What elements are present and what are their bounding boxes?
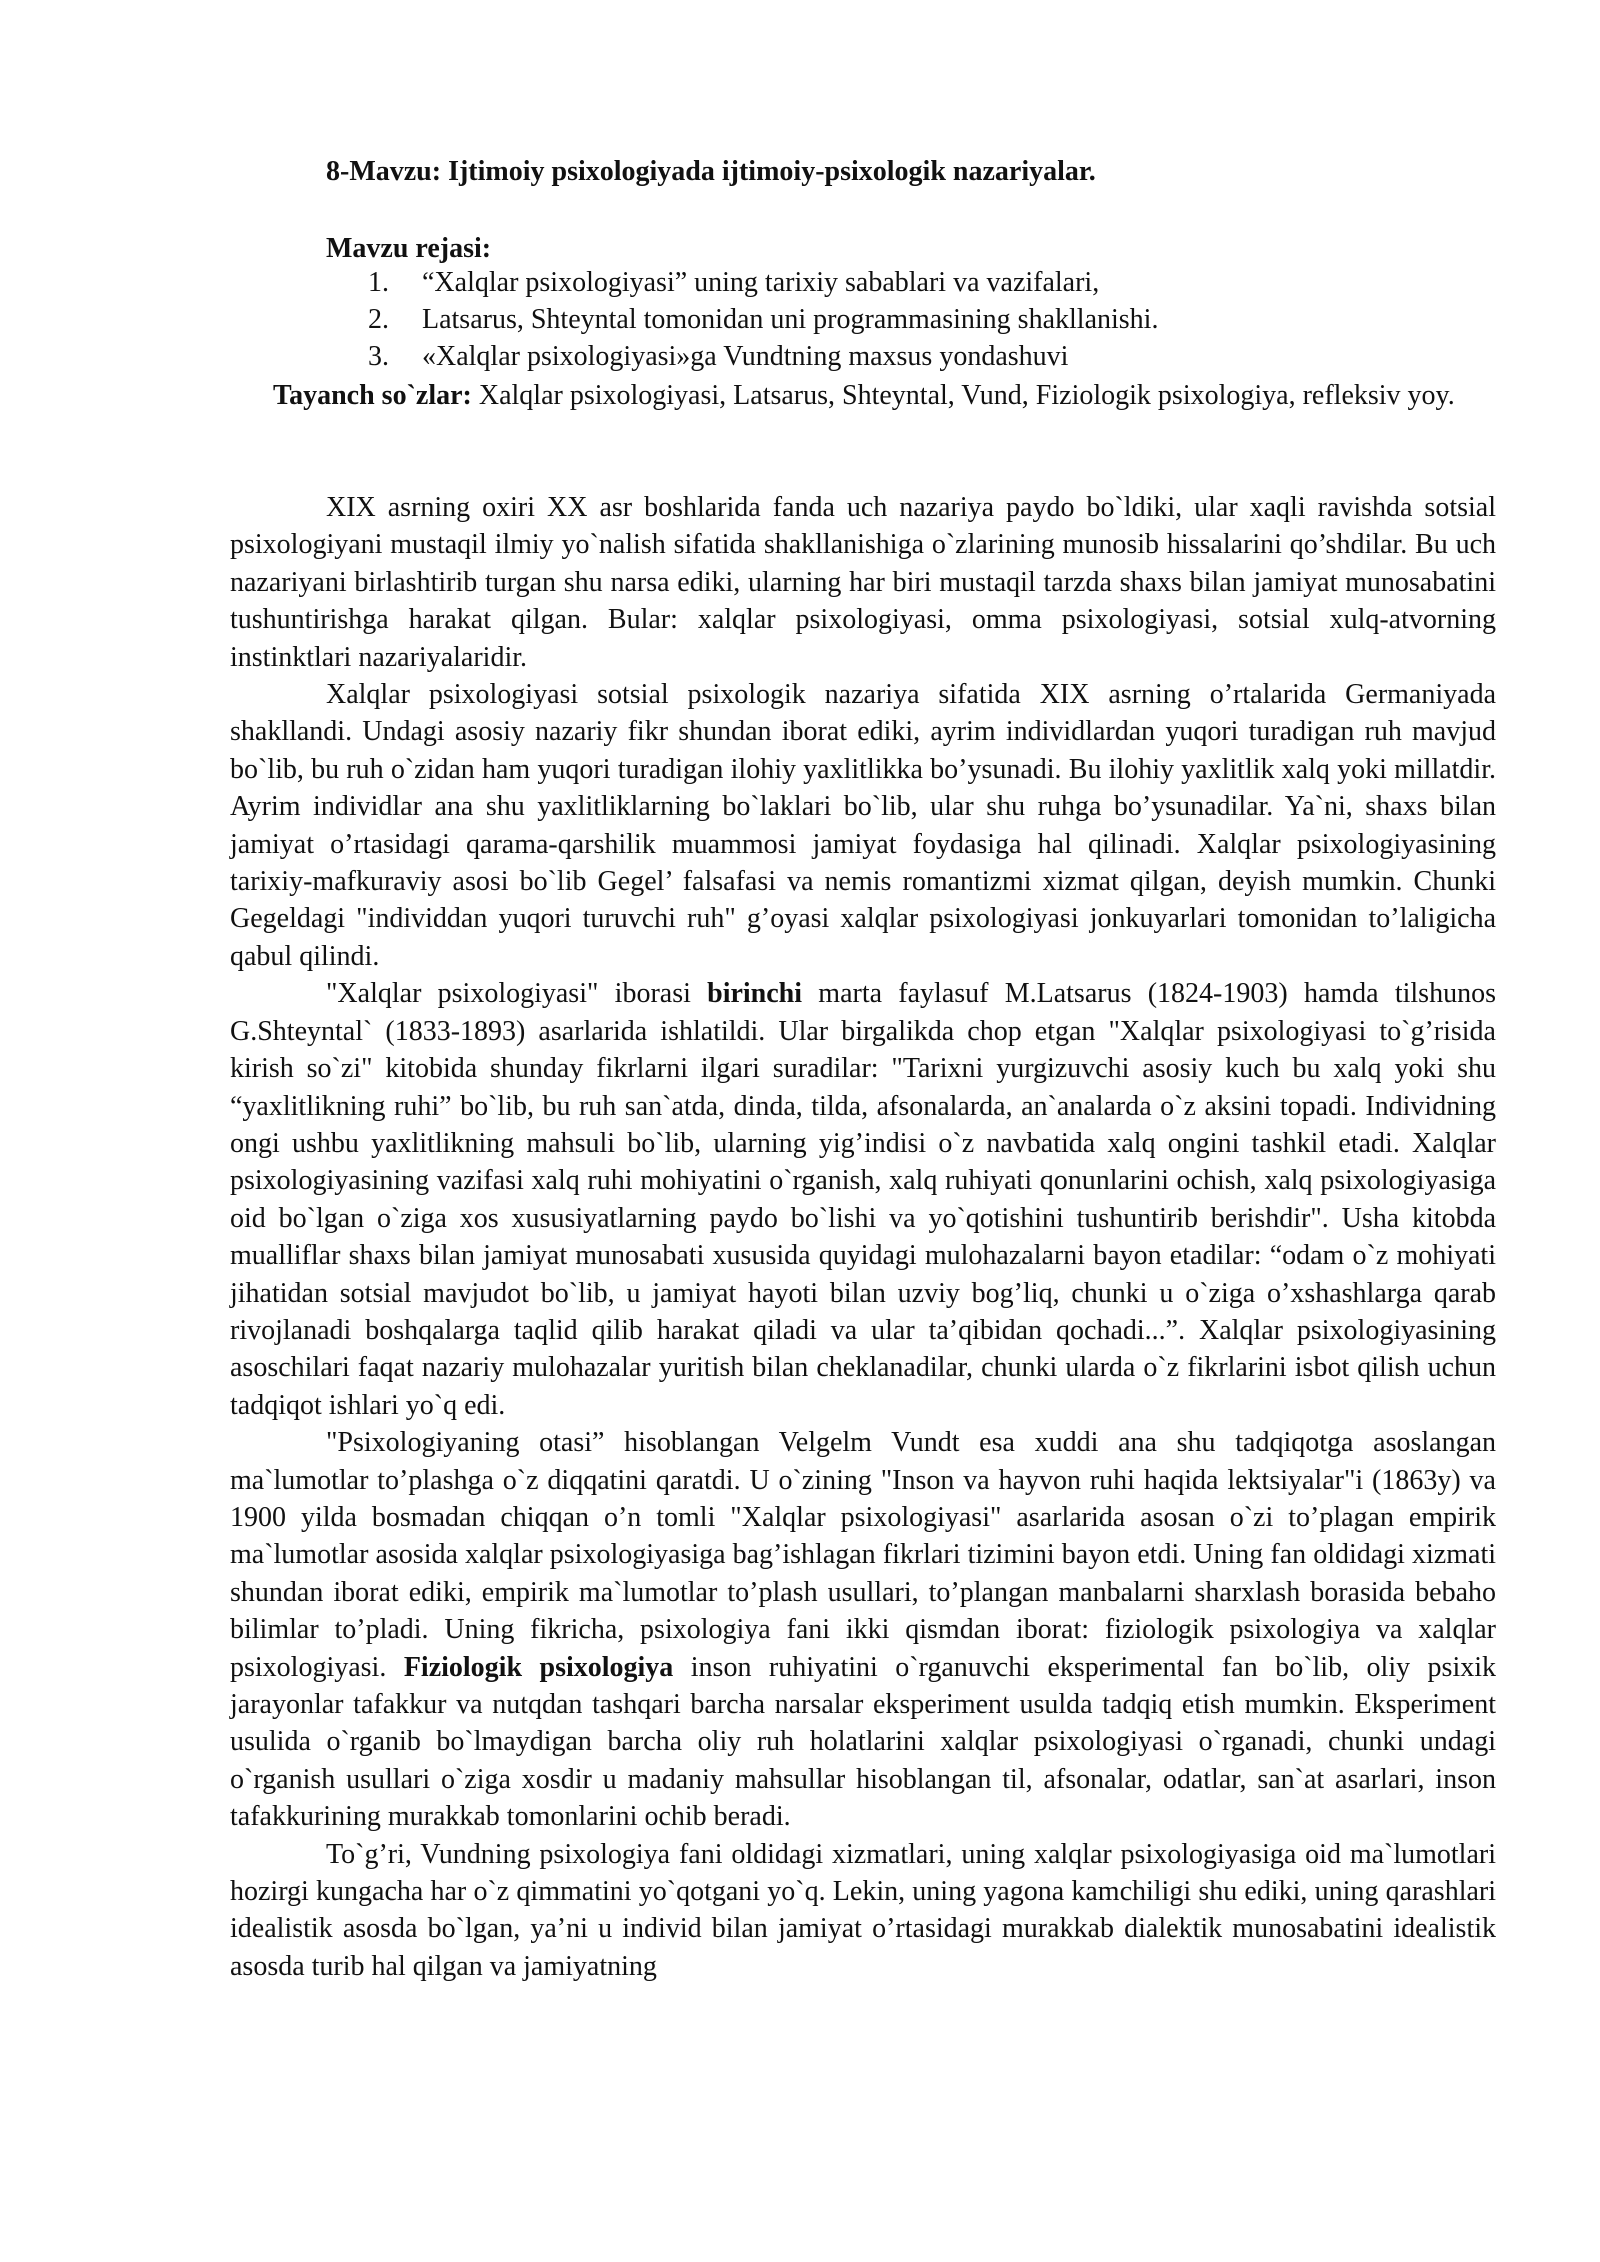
body-text [230,489,1496,1985]
list-item [326,264,1158,301]
plan-heading: Mavzu rejasi: [326,233,492,264]
paragraph-text: "Psixologiyaning otasi” hisoblangan Velgelm Vundt esa xuddi ana shu tadqiqotga asoslangan ma`lumotlar to’plashga o`z diqqatini qaratdi. U o`zining "Inson va hayvon ruhi haqida lektsiyalar"i (1863y) va 1900 yilda bosmadan chiqqan o’n tomli "Xalqlar psixologiyasi" asarlarida asosan o`zi to’plagan empirik ma`lumotlar asosida xalqlar psixologiyasiga bag’ishlagan fikrlari tizimini bayon etdi. Uning fan oldidagi xizmati shundan iborat ediki, empirik ma`lumotlar to’plash usullari, to’plangan manbalarni sharxlash borasida bebaho bilimlar to’pladi. Uning fikricha, psixologiya fani ikki qismdan iborat: fiziologik psixologiya va xalqlar psixologiyasi. [230,1427,1496,1683]
list-item-text: “Xalqlar psixologiyasi” uning tarixiy sabablari va vazifalari, [422,267,1100,298]
list-item-text: «Xalqlar psixologiyasi»ga Vundtning maxsus yondashuvi [422,341,1069,372]
paragraph-text: inson ruhiyatini o`rganuvchi eksperimental fan bo`lib, oliy psixik jarayonlar tafakkur va nutqdan tashqari barcha narsalar eksperiment usulda tadqiq etish mumkin. Eksperiment usulida o`rganib bo`lmaydigan barcha oliy ruh holatlarini xalqlar psixologiyasi o`rganadi, chunki undagi o`rganish usullari o`ziga xosdir u madaniy mahsullar hisoblangan til, afsonalar, odatlar, san`at asarlari, inson tafakkurining murakkab tomonlarini ochib beradi. [230,1651,1497,1833]
keywords-text: Xalqlar psixologiyasi, Latsarus, Shteyntal, Vund, Fiziologik psixologiya, refleksiv yoy. [471,380,1455,411]
paragraph: Xalqlar psixologiyasi sotsial psixologik nazariya sifatida XIX asrning o’rtalarida Germaniyada shakllandi. Undagi asosiy nazariy fikr shundan iborat ediki, ayrim individlardan yuqori turadigan ruh mavjud bo`lib, bu ruh o`zidan ham yuqori turadigan ilohiy yaxlitlikka bo’ysunadi. Bu ilohiy yaxlitlik xalq yoki millatdir. Ayrim individlar ana shu yaxlitliklarning bo`laklari bo`lib, ular shu ruhga bo’ysunadilar. Ya`ni, shaxs bilan jamiyat o’rtasidagi qarama-qarshilik muammosi jamiyat foydasiga hal qilinadi. Xalqlar psixologiyasining tarixiy-mafkuraviy asosi bo`lib Gegel’ falsafasi va nemis romantizmi xizmat qilgan, deyish mumkin. Chunki Gegeldagi "individdan yuqori turuvchi ruh" g’oyasi xalqlar psixologiyasi jonkuyarlari tomonidan to’laligicha qabul qilindi. [230,679,1496,972]
list-item-number: 2. [368,304,389,335]
keywords-label: Tayanch so`zlar: [273,380,472,411]
paragraph-text: "Xalqlar psixologiyasi" iborasi [326,978,708,1010]
emphasis: Fiziologik psixologiya [403,1651,674,1683]
list-item-number: 3. [368,341,389,372]
page-title: 8-Mavzu: Ijtimoiy psixologiyada ijtimoiy-psixologik nazariyalar. [326,156,1096,187]
paragraph-text: marta faylasuf M.Latsarus (1824-1903) hamda tilshunos G.Shteyntal` (1833-1893) asarlarida ishlatildi. Ular birgalikda chop etgan "Xalqlar psixologiyasi to`g’risida kirish so`zi" kitobida shunday fikrlarni ilgari suradilar: "Tarixni yurgizuvchi asosiy kuch bu xalq yoki shu “yaxlitlikning ruhi” bo`lib, bu ruh san`atda, dinda, tilda, afsonalarda, an`analarda o`z aksini topadi. Individning ongi ushbu yaxlitlikning mahsuli bo`lib, ularning yig’indisi o`z navbatida xalq ongini tashkil etadi. Xalqlar psixologiyasining vazifasi xalq ruhi mohiyatini o`rganish, xalq ruhiyati qonunlarini ochish, xalq psixologiyasiga oid bo`lgan o`ziga xos xususiyatlarning paydo bo`lishi va yo`qotishini tushuntirib berishdir". Usha kitobda mualliflar shaxs bilan jamiyat munosabati xususida quyidagi mulohazalarni bayon etadilar: “odam o`z mohiyati jihatidan sotsial mavjudot bo`lib, u jamiyat hayoti bilan uzviy bog’liq, chunki u o`ziga o’xshashlarga qarab rivojlanadi boshqalarga taqlid qilib harakat qiladi va ular ta’qibidan qochadi...”. Xalqlar psixologiyasining asoschilari faqat nazariy mulohazalar yuritish bilan cheklanadilar, chunki ularda o`z fikrlarini isbot qilish uchun tadqiqot ishlari yo`q edi. [230,978,1496,1421]
paragraph: XIX asrning oxiri XX asr boshlarida fanda uch nazariya paydo bo`ldiki, ular xaqli ravishda sotsial psixologiyani mustaqil ilmiy yo`nalish sifatida shakllanishiga o`zlarining munosib hissalarini qo’shdilar. Bu uch nazariyani birlashtirib turgan shu narsa ediki, ularning har biri mustaqil tarzda shaxs bilan jamiyat munosabatini tushuntirishga harakat qilgan. Bular: xalqlar psixologiyasi, omma psixologiyasi, sotsial xulq-atvorning instinktlari nazariyalaridir. [230,492,1496,673]
keywords [273,377,1496,415]
list-item [326,338,1158,375]
list-item-number: 1. [368,267,389,298]
list-item [326,301,1158,338]
list-item-text: Latsarus, Shteyntal tomonidan uni programmasining shakllanishi. [422,304,1159,335]
paragraph [230,975,1496,1424]
paragraph [230,1424,1496,1835]
paragraph: To`g’ri, Vundning psixologiya fani oldidagi xizmatlari, uning xalqlar psixologiyasiga oid ma`lumotlari hozirgi kungacha har o`z qimmatini yo`qotgani yo`q. Lekin, uning yagona kamchiligi shu ediki, uning qarashlari idealistik asosda bo`lgan, ya’ni u individ bilan jamiyat o’rtasidagi murakkab dialektik munosabatini idealistik asosda turib hal qilgan va jamiyatning [230,1838,1496,1982]
plan-list [326,264,1158,375]
emphasis: birinchi [707,978,803,1010]
